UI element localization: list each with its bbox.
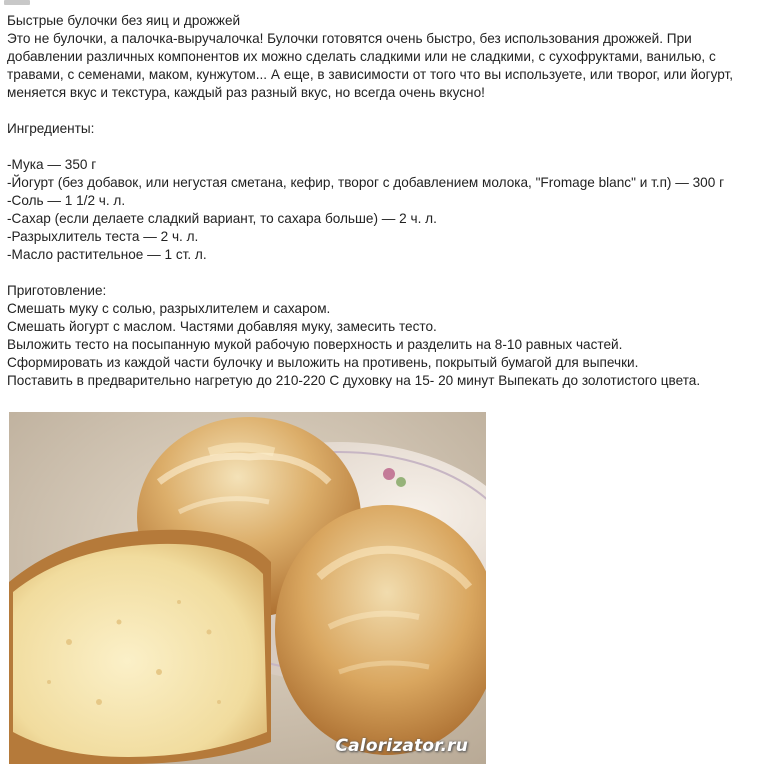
ingredient-item: -Мука — 350 г — [7, 157, 97, 172]
recipe-intro: Это не булочки, а палочка-выручалочка! Булочки готовятся очень быстро, без использования дрожжей. При добавлении различных компонентов их можно сделать сладкими или не сладкими, с сухофруктами, ванилью, с травами, с семенами, маком, кунжутом... А еще, в зависимости от того что вы используете, или творог, или йогурт, меняется вкус и текстура, каждый раз разный вкус, но всегда очень вкусно! — [7, 31, 734, 100]
buns-photo — [9, 412, 486, 764]
preparation-step: Поставить в предварительно нагретую до 210-220 С духовку на 15- 20 минут Выпекать до золотистого цвета. — [7, 373, 701, 388]
recipe-title: Быстрые булочки без яиц и дрожжей — [7, 13, 241, 28]
preparation-heading: Приготовление: — [7, 283, 107, 298]
ingredient-item: -Соль — 1 1/2 ч. л. — [7, 193, 126, 208]
ingredient-item: -Йогурт (без добавок, или негустая сметана, кефир, творог с добавлением молока, "Fromage blanc" и т.п) — 300 г — [7, 175, 725, 190]
buns-illustration — [9, 412, 486, 764]
ingredient-item: -Разрыхлитель теста — 2 ч. л. — [7, 229, 199, 244]
ingredient-item: -Масло растительное — 1 ст. л. — [7, 247, 207, 262]
ingredients-heading: Ингредиенты: — [7, 121, 95, 136]
ingredient-item: -Сахар (если делаете сладкий вариант, то сахара больше) — 2 ч. л. — [7, 211, 437, 226]
recipe-text — [7, 12, 759, 390]
preparation-step: Смешать йогурт с маслом. Частями добавляя муку, замесить тесто. — [7, 319, 437, 334]
preparation-step: Выложить тесто на посыпанную мукой рабочую поверхность и разделить на 8-10 равных частей. — [7, 337, 623, 352]
top-edge-mark — [4, 0, 30, 5]
preparation-step: Смешать муку с солью, разрыхлителем и сахаром. — [7, 301, 331, 316]
watermark: Calorizator.ru — [335, 736, 468, 756]
preparation-step: Сформировать из каждой части булочку и выложить на противень, покрытый бумагой для выпечки. — [7, 355, 639, 370]
